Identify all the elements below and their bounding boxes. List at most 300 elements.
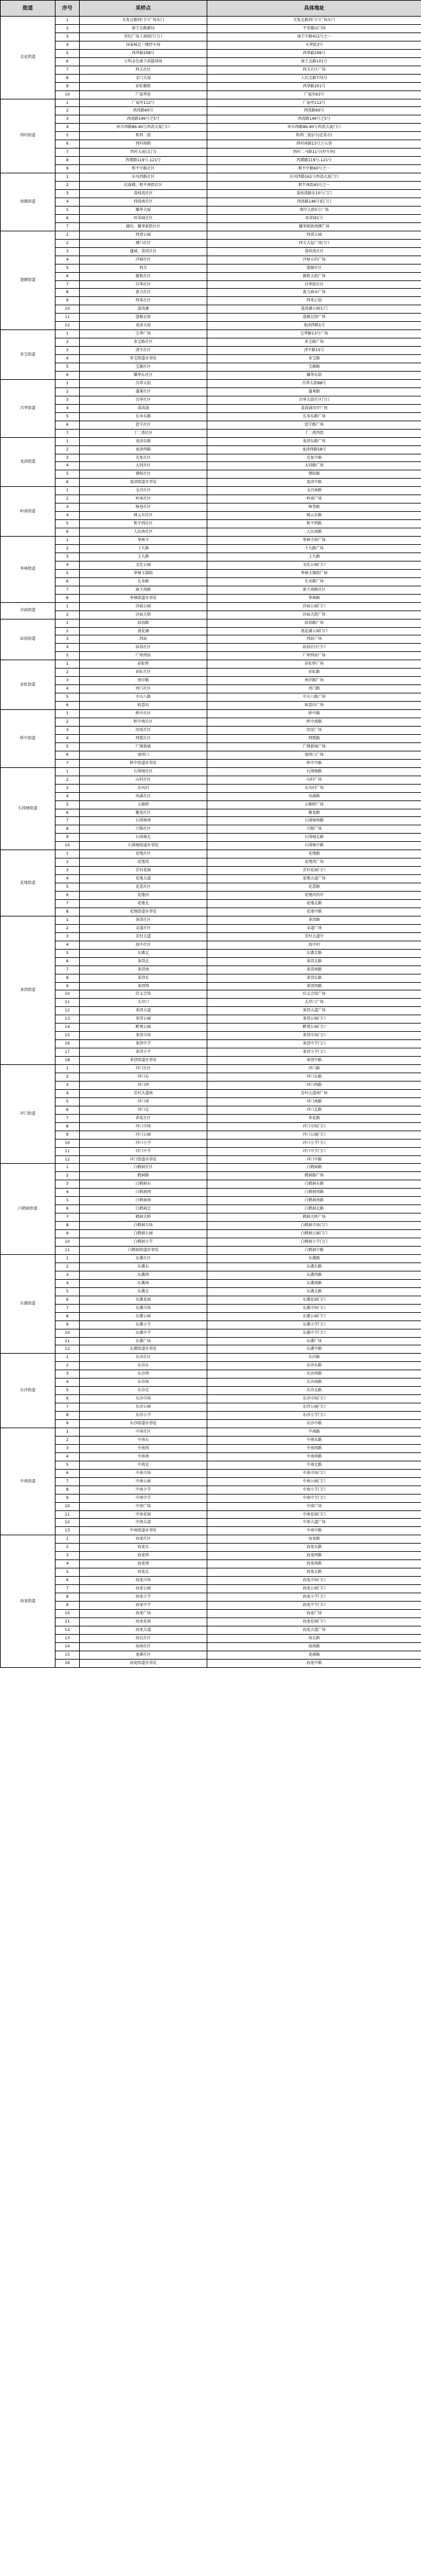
index-cell: 6	[55, 1577, 80, 1585]
sampling-point-cell: 聚龙社区	[80, 809, 207, 817]
address-cell: 多宝路广场	[207, 338, 421, 347]
index-cell: 8	[55, 1593, 80, 1602]
table-row	[1, 1519, 421, 1527]
sampling-point-cell: 茶滘中学	[80, 1040, 207, 1048]
sampling-point-cell: 沙面大街	[80, 611, 207, 619]
sampling-point-cell: 西湾路60号	[80, 107, 207, 115]
address-cell: 东漖花园门口	[207, 1296, 421, 1304]
address-cell: 荔枝湾路东10号门口	[207, 190, 421, 198]
sampling-point-cell: 中南西	[80, 1444, 207, 1452]
sampling-point-cell: 中南街道办事处	[80, 1527, 207, 1535]
index-cell: 9	[55, 1321, 80, 1329]
sampling-point-cell: 冲口小学	[80, 1139, 207, 1147]
address-cell: 环市西路86-90号西湾大厦门口	[207, 124, 421, 132]
table-row	[1, 545, 421, 553]
table-row	[1, 1337, 421, 1345]
sampling-point-cell: 中南大道	[80, 1519, 207, 1527]
index-cell: 7	[55, 899, 80, 908]
address-cell: 西华路208号	[207, 49, 421, 57]
sampling-point-cell: 耀华大厦	[80, 206, 207, 214]
table-row	[1, 619, 421, 627]
sampling-point-cell: 桥中南社区	[80, 718, 207, 727]
table-row	[1, 577, 421, 586]
index-cell: 1	[55, 767, 80, 776]
table-row	[1, 1428, 421, 1436]
table-row	[1, 33, 421, 41]
sampling-point-cell: 海龙大道	[80, 1626, 207, 1634]
index-cell: 2	[55, 1362, 80, 1370]
sampling-point-cell: 海龙中学	[80, 1602, 207, 1610]
index-cell: 13	[55, 1634, 80, 1642]
table-row	[1, 99, 421, 107]
index-cell: 5	[55, 470, 80, 479]
index-cell: 5	[55, 412, 80, 421]
address-cell: 周门路	[207, 685, 421, 693]
index-cell: 2	[55, 107, 80, 115]
index-cell: 1	[55, 916, 80, 924]
table-row	[1, 1469, 421, 1477]
sampling-point-cell: 东漖西	[80, 1271, 207, 1279]
address-cell: 东漖公园门口	[207, 1312, 421, 1321]
index-cell: 4	[55, 875, 80, 883]
sampling-point-cell: 海龙花园	[80, 1617, 207, 1626]
address-cell: 海龙南路	[207, 1560, 421, 1568]
address-cell: 山村广场	[207, 776, 421, 784]
table-row	[1, 693, 421, 702]
index-cell: 9	[55, 982, 80, 990]
table-row	[1, 800, 421, 809]
sampling-point-cell: 冲口西	[80, 1081, 207, 1089]
table-row	[1, 272, 421, 280]
index-cell: 3	[55, 115, 80, 124]
sampling-point-cell: 石围塘街道办事处	[80, 842, 207, 850]
table-row	[1, 883, 421, 892]
table-row	[1, 652, 421, 660]
index-cell: 1	[55, 379, 80, 387]
address-cell: 中南广场	[207, 1502, 421, 1510]
sampling-point-cell: 富力社区	[80, 289, 207, 297]
index-cell: 3	[55, 503, 80, 512]
address-cell: 白鹤洞北路	[207, 1205, 421, 1213]
table-row	[1, 1395, 421, 1403]
address-cell: 茶滘中学门口	[207, 1040, 421, 1048]
table-row	[1, 957, 421, 966]
index-cell: 2	[55, 611, 80, 619]
index-cell: 6	[55, 809, 80, 817]
table-row	[1, 1065, 421, 1073]
sampling-point-cell: 彩虹颐院	[80, 82, 207, 90]
sampling-point-cell: 兴隆社区	[80, 825, 207, 834]
table-row	[1, 1651, 421, 1659]
index-cell: 4	[55, 734, 80, 742]
index-cell: 5	[55, 206, 80, 214]
sampling-point-cell: 白鹤洞西	[80, 1189, 207, 1197]
index-cell: 7	[55, 429, 80, 437]
address-cell: 海龙市场门口	[207, 1577, 421, 1585]
index-cell: 1	[55, 602, 80, 611]
index-cell: 9	[55, 82, 80, 90]
table-row	[1, 742, 421, 751]
address-cell: 海龙中学门口	[207, 1602, 421, 1610]
address-cell: 东沙市场门口	[207, 1395, 421, 1403]
street-cell: 站前街道	[1, 619, 55, 660]
index-cell: 3	[55, 635, 80, 644]
index-cell: 2	[55, 1073, 80, 1082]
address-cell: 十二甫西街	[207, 429, 421, 437]
index-cell: 10	[55, 1139, 80, 1147]
address-cell: 海龙大道广场	[207, 1626, 421, 1634]
address-cell: 南岸路广场	[207, 677, 421, 685]
address-cell: 龙津西路1号	[207, 322, 421, 330]
sampling-point-cell: 民族楼、和平南街社区	[80, 182, 207, 190]
sampling-point-cell: 康王南路	[80, 586, 207, 594]
table-row	[1, 817, 421, 825]
index-cell: 11	[55, 999, 80, 1007]
sampling-point-cell: 昌华社区	[80, 396, 207, 404]
index-cell: 10	[55, 1609, 80, 1617]
index-cell: 1	[55, 1254, 80, 1263]
sampling-point-cell: 泮塘社区	[80, 256, 207, 264]
street-cell: 桥中街道	[1, 710, 55, 768]
sampling-point-cell: 彩虹桥	[80, 660, 207, 669]
index-cell: 3	[55, 1370, 80, 1378]
address-cell: 兴隆广场	[207, 825, 421, 834]
sampling-point-cell: 五眼桥	[80, 800, 207, 809]
index-cell: 5	[55, 949, 80, 957]
sampling-point-cell: 中南北	[80, 1461, 207, 1469]
address-cell: 东沙东路	[207, 1362, 421, 1370]
address-cell: 信义会馆广场	[207, 990, 421, 999]
address-cell: 文昌南路	[207, 487, 421, 495]
index-cell: 5	[55, 363, 80, 372]
table-body	[1, 17, 421, 1668]
index-cell: 6	[55, 140, 80, 148]
address-cell: 蓬莱路	[207, 387, 421, 396]
sampling-point-cell: 龙津大厦	[80, 322, 207, 330]
sampling-point-cell: 上九路	[80, 553, 207, 561]
table-row	[1, 1172, 421, 1180]
table-row	[1, 1164, 421, 1172]
sampling-point-cell: 东沙公园	[80, 1403, 207, 1412]
index-cell: 7	[55, 1403, 80, 1412]
table-row	[1, 322, 421, 330]
table-row	[1, 1444, 421, 1452]
street-cell: 龙津街道	[1, 437, 55, 487]
sampling-point-cell: 蓬莱社区	[80, 387, 207, 396]
index-cell: 4	[55, 355, 80, 363]
address-cell: 东沙中路	[207, 1420, 421, 1428]
sampling-point-cell: 东漖南	[80, 1279, 207, 1287]
table-row	[1, 479, 421, 487]
index-cell: 12	[55, 1007, 80, 1015]
sampling-point-cell: 桥中街道办事处	[80, 759, 207, 767]
table-row	[1, 454, 421, 462]
sampling-point-cell: 宝华广场	[80, 330, 207, 338]
address-cell: 海北路	[207, 1634, 421, 1642]
index-cell: 4	[55, 644, 80, 652]
table-row	[1, 115, 421, 124]
address-cell: 沙面公园门口	[207, 602, 421, 611]
sampling-point-cell: 逢源北街	[80, 314, 207, 322]
address-cell: 多宝路	[207, 355, 421, 363]
table-row	[1, 512, 421, 520]
index-cell: 5	[55, 742, 80, 751]
header-index: 序号	[55, 1, 80, 17]
sampling-point-cell: 信义会馆	[80, 990, 207, 999]
sampling-point-cell: 站前路	[80, 619, 207, 627]
table-row	[1, 1452, 421, 1461]
sampling-point-cell: 海南社区	[80, 1642, 207, 1651]
table-row	[1, 1412, 421, 1420]
sampling-point-cell: 华林玉器街	[80, 569, 207, 577]
address-cell: 彩虹路	[207, 669, 421, 677]
index-cell: 6	[55, 371, 80, 379]
sampling-point-cell: 和西二街	[80, 132, 207, 140]
street-cell: 华林街道	[1, 537, 55, 603]
address-cell: 海龙东路	[207, 1544, 421, 1552]
table-row	[1, 1535, 421, 1544]
table-row	[1, 157, 421, 165]
index-cell: 5	[55, 569, 80, 577]
table-row	[1, 932, 421, 941]
index-cell: 3	[55, 726, 80, 734]
table-row	[1, 347, 421, 355]
index-cell: 7	[55, 1213, 80, 1222]
table-row	[1, 1602, 421, 1610]
table-row	[1, 462, 421, 470]
table-row	[1, 776, 421, 784]
sampling-point-cell: 白鹤洞公园	[80, 1230, 207, 1238]
index-cell: 1	[55, 231, 80, 239]
table-row	[1, 892, 421, 900]
table-row	[1, 1461, 421, 1469]
table-row	[1, 280, 421, 289]
address-cell: 冲口西路	[207, 1081, 421, 1089]
index-cell: 10	[55, 305, 80, 314]
address-cell: 醉观公园门口	[207, 1024, 421, 1032]
address-cell: 东沙南路	[207, 1378, 421, 1387]
index-cell: 5	[55, 264, 80, 272]
index-cell: 2	[55, 24, 80, 33]
address-cell: 逢源社区	[207, 264, 421, 272]
sampling-point-cell: 朝阳社区	[80, 470, 207, 479]
sampling-point-cell: 东漖小学	[80, 1321, 207, 1329]
address-cell: 桥中中路	[207, 759, 421, 767]
address-cell: 金道广场	[207, 924, 421, 932]
sampling-point-cell: 海龙市场	[80, 1577, 207, 1585]
street-cell: 南源街道	[1, 173, 55, 231]
address-cell: 西关社区广场	[207, 66, 421, 74]
table-row	[1, 850, 421, 858]
table-row	[1, 1015, 421, 1024]
address-cell: 昌华大街社区门口	[207, 396, 421, 404]
sampling-point-cell: 茶滘南	[80, 966, 207, 974]
table-row	[1, 1114, 421, 1122]
sampling-point-cell: 白鹤洞南	[80, 1197, 207, 1205]
sampling-point-cell: 桥中社区	[80, 710, 207, 718]
index-cell: 9	[55, 834, 80, 842]
index-cell: 2	[55, 387, 80, 396]
address-cell: 昌华街社区	[207, 280, 421, 289]
address-cell: 东沙小学门口	[207, 1412, 421, 1420]
street-cell: 东漖街道	[1, 1254, 55, 1353]
address-cell: 西村二马路11号(停车场)	[207, 148, 421, 157]
sampling-point-cell: 海龙北	[80, 1568, 207, 1577]
street-cell: 东沙街道	[1, 1354, 55, 1428]
index-cell: 11	[55, 1337, 80, 1345]
address-cell: 石围塘北路	[207, 834, 421, 842]
sampling-point-cell: 杏花社区	[80, 1114, 207, 1122]
table-row	[1, 165, 421, 173]
index-cell: 1	[55, 437, 80, 445]
index-cell: 2	[55, 776, 80, 784]
table-row	[1, 586, 421, 594]
index-cell: 5	[55, 883, 80, 892]
address-cell: 荔枝湾社区	[207, 247, 421, 256]
table-row	[1, 553, 421, 561]
sampling-point-cell: 花地社区	[80, 850, 207, 858]
sampling-point-cell: 冲口公园	[80, 1131, 207, 1139]
address-cell: 海龙公园门口	[207, 1585, 421, 1593]
table-row	[1, 974, 421, 982]
sampling-point-cell: 茶滘公园	[80, 1015, 207, 1024]
table-row	[1, 206, 421, 214]
sampling-point-cell: 下九路	[80, 545, 207, 553]
sampling-point-cell: 龙津西路	[80, 445, 207, 454]
index-cell: 1	[55, 537, 80, 545]
address-cell: 中南小学门口	[207, 1486, 421, 1494]
address-cell: 和西二街2号(近菜市)	[207, 132, 421, 140]
address-cell: 东漖路	[207, 1254, 421, 1263]
address-cell: 茶滘北路	[207, 957, 421, 966]
table-row	[1, 1263, 421, 1271]
table-row	[1, 809, 421, 817]
sampling-point-cell: 东沙东	[80, 1362, 207, 1370]
sampling-point-cell: 花地湾	[80, 858, 207, 867]
sampling-point-cell: 海龙小学	[80, 1593, 207, 1602]
table-row	[1, 1552, 421, 1560]
address-cell: 东风西路161号西湾大厦门口	[207, 173, 421, 182]
table-row	[1, 941, 421, 949]
sampling-point-cell: 昌华大街	[80, 379, 207, 387]
index-cell: 14	[55, 1642, 80, 1651]
table-row	[1, 297, 421, 305]
table-row	[1, 314, 421, 322]
table-row	[1, 421, 421, 429]
index-cell: 16	[55, 1659, 80, 1667]
address-cell: 杨巷路	[207, 503, 421, 512]
table-row	[1, 1436, 421, 1444]
sampling-point-cell: 源胜社区	[80, 272, 207, 280]
table-row	[1, 1345, 421, 1354]
address-cell: 白鹤洞西路	[207, 1189, 421, 1197]
sampling-point-cell: 中南社区	[80, 1428, 207, 1436]
table-row	[1, 1230, 421, 1238]
sampling-point-cell: 白鹤洞市场	[80, 1222, 207, 1230]
table-row	[1, 702, 421, 710]
address-cell: 西村南路15号之五巷	[207, 140, 421, 148]
address-cell: 海龙北路	[207, 1568, 421, 1577]
index-cell: 13	[55, 1015, 80, 1024]
sampling-point-cell: 华林寺	[80, 537, 207, 545]
sampling-point-cell: 大同社区	[80, 462, 207, 470]
sampling-point-cell: 康王北路邮局	[80, 24, 207, 33]
address-cell: 下九路广场	[207, 545, 421, 553]
address-cell: 如意坊广场	[207, 702, 421, 710]
sampling-point-cell: 西关	[80, 264, 207, 272]
table-row	[1, 1378, 421, 1387]
index-cell: 10	[55, 842, 80, 850]
address-cell: 中南西路	[207, 1444, 421, 1452]
index-cell: 6	[55, 1296, 80, 1304]
sampling-point-cell: 广钢新城	[80, 742, 207, 751]
index-cell: 2	[55, 239, 80, 247]
address-cell: 冲口北路	[207, 1106, 421, 1114]
address-cell: 海龙中路	[207, 1659, 421, 1667]
address-cell: 长寿东路广场	[207, 412, 421, 421]
sampling-point-cell: 文昌社区	[80, 487, 207, 495]
index-cell: 7	[55, 66, 80, 74]
sampling-point-cell: 东漖广场	[80, 1337, 207, 1345]
table-row	[1, 412, 421, 421]
index-cell: 16	[55, 1040, 80, 1048]
header-address: 具体地址	[207, 1, 421, 17]
address-cell: 长寿路广场	[207, 577, 421, 586]
sampling-point-cell: 南岸路	[80, 677, 207, 685]
sampling-point-cell: 东漖中学	[80, 1329, 207, 1337]
sampling-point-cell: 东沙街道办事处	[80, 1420, 207, 1428]
table-row	[1, 924, 421, 932]
index-cell: 1	[55, 660, 80, 669]
table-row	[1, 1048, 421, 1057]
table-row	[1, 214, 421, 222]
address-cell: 西湾路60号	[207, 107, 421, 115]
index-cell: 7	[55, 1585, 80, 1593]
sampling-point-cell: 华林街道办事处	[80, 594, 207, 602]
index-cell: 3	[55, 677, 80, 685]
sampling-point-cell: 芳村大道南	[80, 1089, 207, 1097]
sampling-point-cell: 龙津街道办事处	[80, 479, 207, 487]
sampling-point-cell: 东风村	[80, 784, 207, 792]
address-cell: 海南路	[207, 1642, 421, 1651]
index-cell: 5	[55, 1568, 80, 1577]
address-cell: 站前路广场	[207, 619, 421, 627]
index-cell: 5	[55, 1097, 80, 1106]
sampling-point-cell: 东漖街道办事处	[80, 1345, 207, 1354]
index-cell: 8	[55, 1122, 80, 1131]
index-cell: 10	[55, 1329, 80, 1337]
table-row	[1, 1329, 421, 1337]
index-cell: 4	[55, 1189, 80, 1197]
index-cell: 1	[55, 1535, 80, 1544]
sampling-point-cell: 如意坊	[80, 702, 207, 710]
sampling-point-cell: 杨巷社区	[80, 503, 207, 512]
index-cell: 6	[55, 479, 80, 487]
index-cell: 4	[55, 41, 80, 49]
address-cell: 冲口小学门口	[207, 1139, 421, 1147]
address-cell: 中南大道广场	[207, 1519, 421, 1527]
table-row	[1, 1585, 421, 1593]
sampling-point-cell: 国泰城北一楼停车场	[80, 41, 207, 49]
address-cell: 华林路	[207, 594, 421, 602]
index-cell: 4	[55, 792, 80, 800]
sampling-point-cell: 芳村花园	[80, 867, 207, 875]
address-cell: 和平西路	[207, 520, 421, 528]
index-cell: 8	[55, 1412, 80, 1420]
table-row	[1, 660, 421, 669]
address-cell: 和平中路60号之一	[207, 165, 421, 173]
index-cell: 12	[55, 1519, 80, 1527]
